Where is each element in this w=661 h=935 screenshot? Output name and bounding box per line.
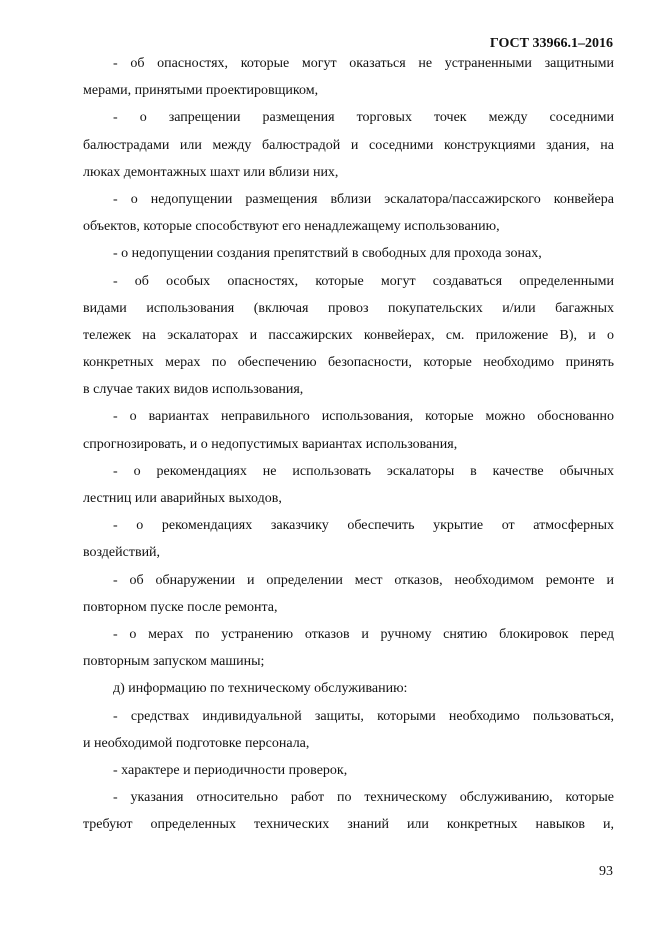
paragraph <box>83 50 614 104</box>
text-line: воздействий, <box>83 545 161 561</box>
text-line: - об особых опасностях, которые могут создаваться определенными <box>113 273 614 289</box>
document-body <box>83 50 614 838</box>
text-line: д) информацию по техническому обслуживанию: <box>113 681 408 697</box>
text-line: - о запрещении размещения торговых точек между соседними <box>113 110 614 126</box>
paragraph <box>83 757 614 784</box>
text-line: - об опасностях, которые могут оказаться не устраненными защитными <box>113 56 614 71</box>
paragraph <box>83 675 614 702</box>
text-line: - указания относительно работ по техническому обслуживанию, которые <box>113 790 614 806</box>
paragraph <box>83 186 614 240</box>
text-line: повторном пуске после ремонта, <box>83 599 278 615</box>
text-line: в случае таких видов использования, <box>83 382 304 398</box>
text-line: тележек на эскалаторах и пассажирских конвейерах, см. приложение В), и о <box>83 327 614 343</box>
paragraph <box>83 268 614 404</box>
page-number: 93 <box>599 864 613 879</box>
paragraph <box>83 240 614 267</box>
text-line: конкретных мерах по обеспечению безопасности, которые необходимо принять <box>83 355 614 371</box>
text-line: объектов, которые способствуют его ненадлежащему использованию, <box>83 219 500 235</box>
text-line: видами использования (включая провоз покупательских и/или багажных <box>83 300 614 316</box>
text-line: - о вариантах неправильного использования, которые можно обоснованно <box>113 409 614 425</box>
text-line: люках демонтажных шахт или вблизи них, <box>83 164 339 180</box>
text-line: спрогнозировать, и о недопустимых вариантах использования, <box>83 436 458 452</box>
text-line: - о мерах по устранению отказов и ручному снятию блокировок перед <box>113 626 614 642</box>
paragraph <box>83 512 614 566</box>
paragraph <box>83 621 614 675</box>
text-line: и необходимой подготовке персонала, <box>83 735 310 751</box>
paragraph <box>83 458 614 512</box>
text-line: - о рекомендациях заказчику обеспечить укрытие от атмосферных <box>113 518 614 534</box>
text-line: повторным запуском машины; <box>83 654 265 670</box>
text-line: - характере и периодичности проверок, <box>113 762 348 778</box>
text-line: - о недопущении создания препятствий в свободных для прохода зонах, <box>113 246 542 262</box>
text-line: - о рекомендациях не использовать эскалаторы в качестве обычных <box>113 463 614 479</box>
document-header: ГОСТ 33966.1–2016 <box>489 36 613 51</box>
paragraph <box>83 104 614 186</box>
text-line: мерами, принятыми проектировщиком, <box>83 83 319 99</box>
text-line: требуют определенных технических знаний или конкретных навыков и, <box>83 817 614 833</box>
paragraph <box>83 567 614 621</box>
text-line: - о недопущении размещения вблизи эскалатора/пассажирского конвейера <box>113 191 614 207</box>
text-line: - средствах индивидуальной защиты, которыми необходимо пользоваться, <box>113 708 614 724</box>
text-line: лестниц или аварийных выходов, <box>83 491 282 506</box>
paragraph <box>83 784 614 838</box>
paragraph <box>83 703 614 757</box>
text-line: балюстрадами или между балюстрадой и соседними конструкциями здания, на <box>83 137 614 153</box>
text-line: - об обнаружении и определении мест отказов, необходимом ремонте и <box>113 572 614 588</box>
paragraph <box>83 403 614 457</box>
